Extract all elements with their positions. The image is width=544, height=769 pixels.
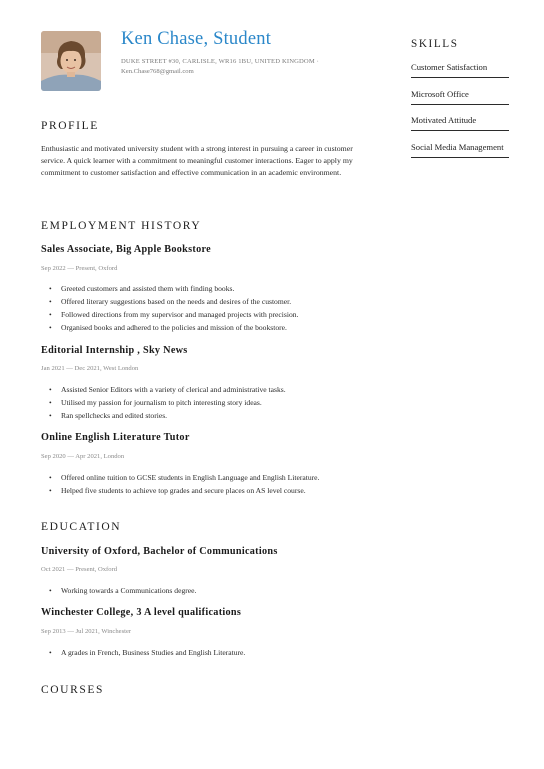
skills-heading: SKILLS — [411, 38, 459, 50]
job-bullets — [49, 383, 286, 422]
education-bullets — [49, 646, 245, 659]
skill-item: Microsoft Office — [411, 88, 509, 105]
bullet-text: A grades in French, Business Studies and English Literature. — [61, 648, 246, 657]
job-title: Online English Literature Tutor — [41, 432, 190, 443]
bullet-text: Organised books and adhered to the policies and mission of the bookstore. — [61, 323, 287, 332]
education-title: University of Oxford, Bachelor of Communications — [41, 546, 278, 557]
bullet-icon: • — [49, 473, 52, 482]
job-bullets — [49, 471, 319, 497]
education-title: Winchester College, 3 A level qualifications — [41, 607, 242, 618]
courses-heading: COURSES — [41, 684, 104, 696]
bullet-text: Helped five students to achieve top grades and secure places on AS level course. — [61, 486, 306, 495]
candidate-name: Ken Chase, Student — [121, 29, 272, 49]
list-item — [49, 646, 245, 659]
bullet-icon: • — [49, 323, 52, 332]
employment-heading: EMPLOYMENT HISTORY — [41, 220, 202, 232]
contact-email: Ken.Chase768@gmail.com — [121, 68, 194, 75]
bullet-icon: • — [49, 398, 52, 407]
bullet-icon: • — [49, 310, 52, 319]
job-dates: Sep 2020 — Apr 2021, London — [41, 453, 125, 460]
job-title: Sales Associate, Big Apple Bookstore — [41, 244, 211, 255]
profile-summary: Enthusiastic and motivated university student with a strong interest in pursuing a career in customer service. A quick learner with a commitment to meaningful customer interactions. Eager to apply my commitment to customer satisfaction and effective communication in an academic environment. — [41, 144, 353, 177]
profile-photo — [41, 31, 101, 91]
list-item — [49, 282, 298, 295]
job-title: Editorial Internship , Sky News — [41, 345, 188, 356]
list-item — [49, 584, 196, 597]
job-bullets — [49, 282, 298, 334]
job-dates: Sep 2022 — Present, Oxford — [41, 265, 118, 272]
bullet-text: Offered online tuition to GCSE students in English Language and English Literature. — [61, 473, 320, 482]
bullet-icon: • — [49, 486, 52, 495]
skill-item: Social Media Management — [411, 141, 509, 158]
bullet-icon: • — [49, 385, 52, 394]
skill-item: Customer Satisfaction — [411, 61, 509, 78]
list-item — [49, 308, 298, 321]
bullet-text: Utilised my passion for journalism to pitch interesting story ideas. — [61, 398, 262, 407]
list-item — [49, 471, 319, 484]
list-item — [49, 321, 298, 334]
bullet-icon: • — [49, 411, 52, 420]
bullet-text: Followed directions from my supervisor and managed projects with precision. — [61, 310, 299, 319]
bullet-text: Offered literary suggestions based on the needs and desires of the customer. — [61, 297, 292, 306]
bullet-text: Greeted customers and assisted them with finding books. — [61, 284, 235, 293]
bullet-icon: • — [49, 586, 52, 595]
list-item — [49, 383, 286, 396]
education-dates: Oct 2021 — Present, Oxford — [41, 566, 117, 573]
education-bullets — [49, 584, 196, 597]
bullet-icon: • — [49, 648, 52, 657]
contact-address: DUKE STREET #30, CARLISLE, WR16 1BU, UNITED KINGDOM · — [121, 58, 319, 65]
bullet-text: Assisted Senior Editors with a variety of clerical and administrative tasks. — [61, 385, 286, 394]
list-item — [49, 396, 286, 409]
bullet-icon: • — [49, 284, 52, 293]
profile-heading: PROFILE — [41, 120, 99, 132]
education-heading: EDUCATION — [41, 521, 122, 533]
list-item — [49, 409, 286, 422]
list-item — [49, 295, 298, 308]
bullet-text: Ran spellchecks and edited stories. — [61, 411, 168, 420]
education-dates: Sep 2013 — Jul 2021, Winchester — [41, 628, 132, 635]
list-item — [49, 484, 319, 497]
bullet-icon: • — [49, 297, 52, 306]
skill-item: Motivated Attitude — [411, 114, 509, 131]
job-dates: Jan 2021 — Dec 2021, West London — [41, 365, 139, 372]
bullet-text: Working towards a Communications degree. — [61, 586, 197, 595]
